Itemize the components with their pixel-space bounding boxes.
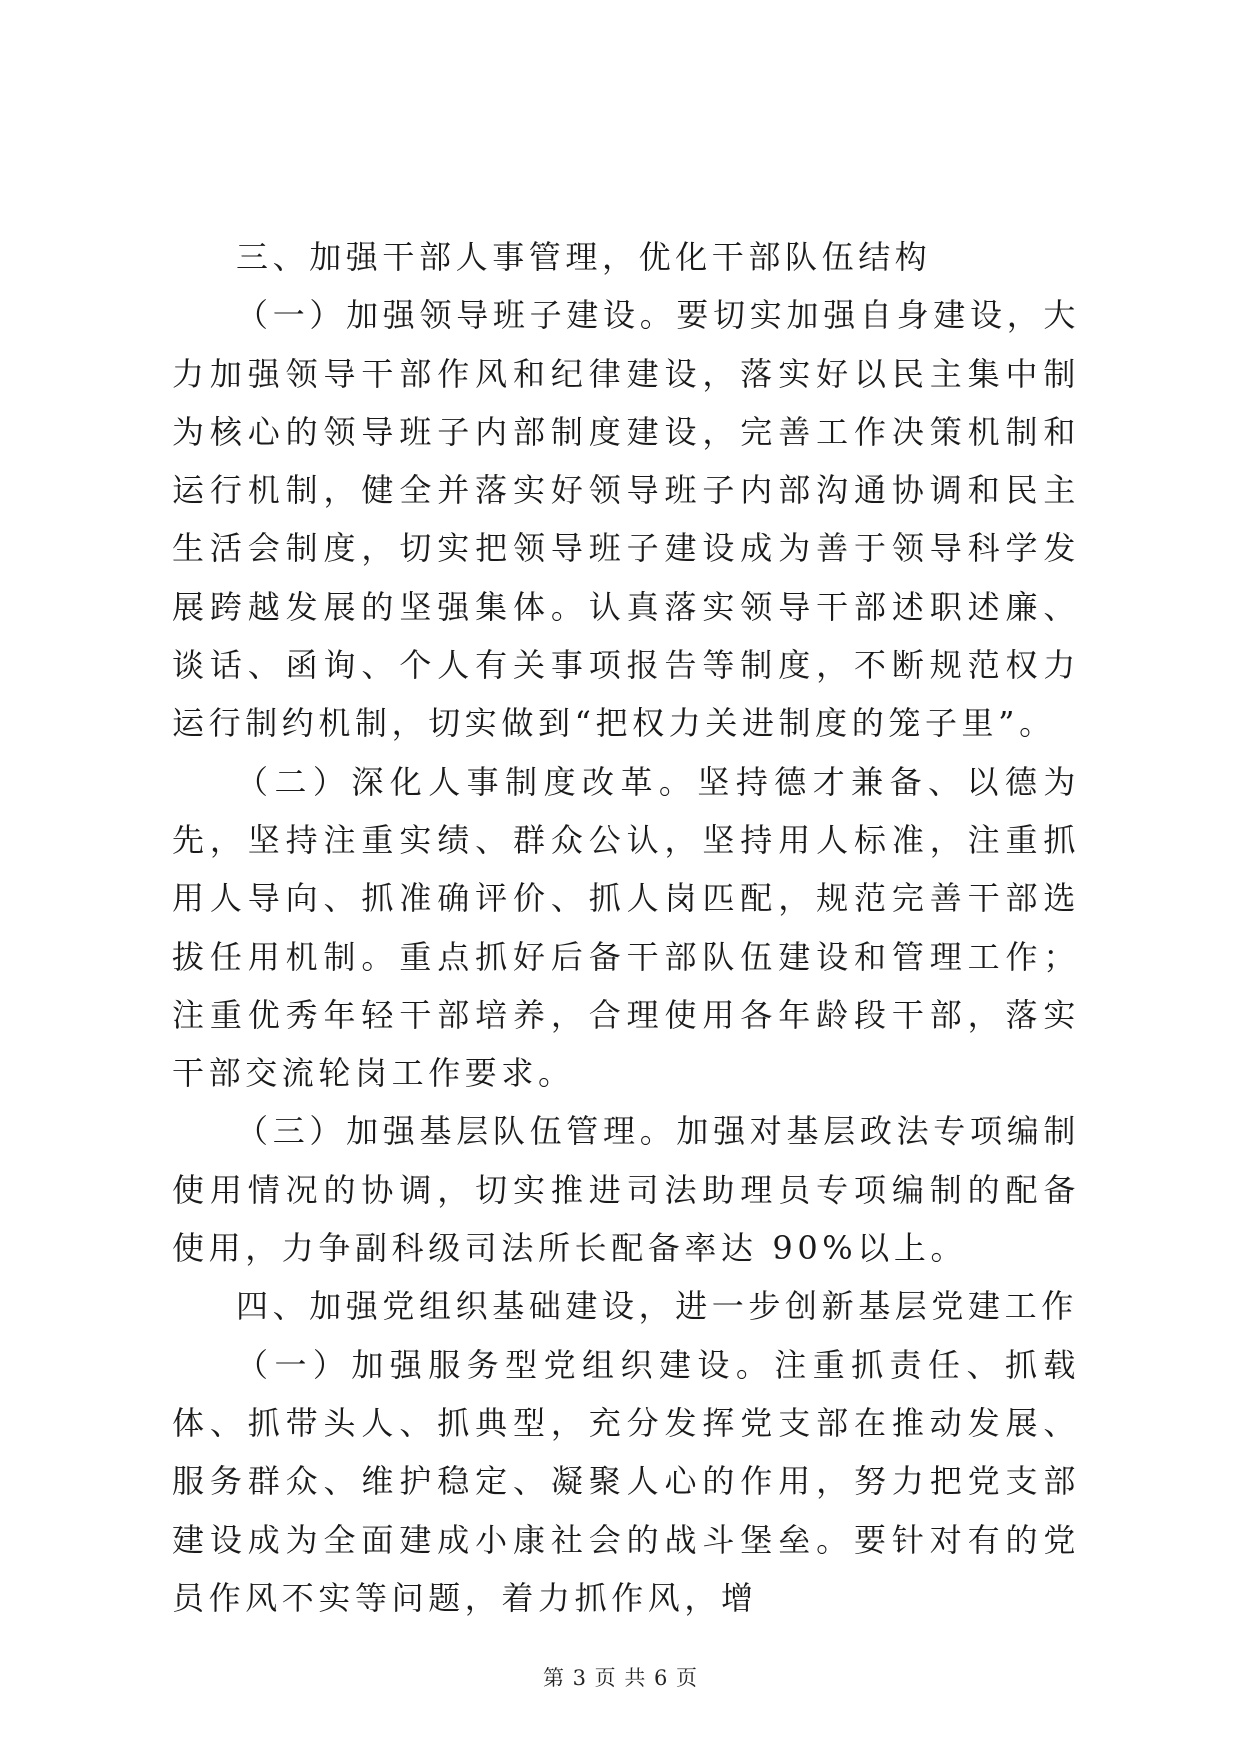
section-heading-3: 三、加强干部人事管理，优化干部队伍结构: [236, 238, 932, 276]
page-number-footer: 第 3 页 共 6 页: [542, 1666, 699, 1690]
paragraph-service-party-org: （一）加强服务型党组织建设。注重抓责任、抓载体、抓带头人、抓典型，充分发挥党支部在推动发展、服务群众、维护稳定、凝聚人心的作用，努力把党支部建设成为全面建成小康社会的战斗堡垒。要针对有的党员作风不实等问题，着力抓作风，增: [172, 1345, 1080, 1617]
paragraph-personnel-reform: （二）深化人事制度改革。坚持德才兼备、以德为先，坚持注重实绩、群众公认，坚持用人标准，注重抓用人导向、抓准确评价、抓人岗匹配，规范完善干部选拔任用机制。重点抓好后备干部队伍建设和管理工作；注重优秀年轻干部培养，合理使用各年龄段干部，落实干部交流轮岗工作要求。: [172, 762, 1080, 1093]
paragraph-leadership-team: （一）加强领导班子建设。要切实加强自身建设，大力加强领导干部作风和纪律建设，落实好以民主集中制为核心的领导班子内部制度建设，完善工作决策机制和运行机制，健全并落实好领导班子内部沟通协调和民主生活会制度，切实把领导班子建设成为善于领导科学发展跨越发展的坚强集体。认真落实领导干部述职述廉、谈话、函询、个人有关事项报告等制度，不断规范权力运行制约机制，切实做到“把权力关进制度的笼子里”。: [172, 296, 1080, 743]
paragraph-grassroots-team: （三）加强基层队伍管理。加强对基层政法专项编制使用情况的协调，切实推进司法助理员专项编制的配备使用，力争副科级司法所长配备率达 90%以上。: [172, 1112, 1080, 1268]
document-body: [172, 228, 1080, 1627]
section-heading-4: 四、加强党组织基础建设，进一步创新基层党建工作: [236, 1287, 1078, 1326]
